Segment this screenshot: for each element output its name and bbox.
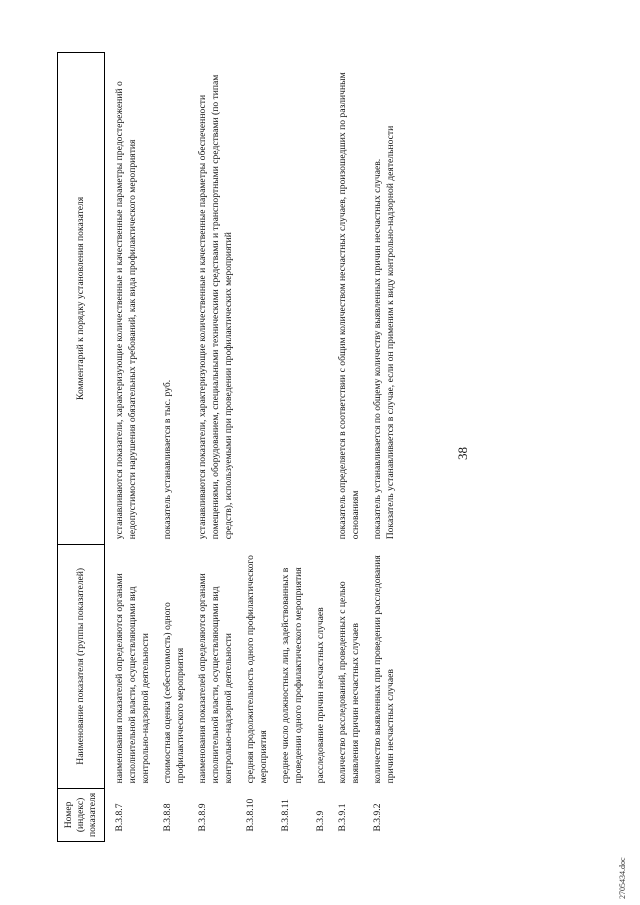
row-comment-note: Показатель устанавливается в случае, если он применим к виду контрольно-надзорной деятельности — [385, 125, 396, 540]
row-name: наименования показателей определяются органами исполнительной власти, осуществляющими вид контрольно-надзорной деятельности — [114, 573, 151, 784]
table-header-row — [58, 53, 105, 842]
row-name: расследование причин несчастных случаев — [315, 607, 326, 784]
row-number: В.3.9 — [315, 810, 326, 832]
header-number: Номер (индекс) показателя — [58, 788, 105, 841]
row-comment-line: показатель устанавливается по общему количеству выявленных причин несчастных случаев. — [372, 158, 383, 540]
row-number: В.3.8.9 — [197, 803, 208, 832]
row-name: средняя продолжительность одного профилактического мероприятия — [245, 555, 269, 784]
table-row — [161, 53, 196, 842]
row-comment: устанавливаются показатели, характеризующие количественные и качественные параметры обеспеченности помещениями, оборудованием, специальными техническими средствами и транспортными средствами (по типам средств), используемыми при проведении профилактических мероприятий — [197, 74, 234, 540]
row-number: В.3.8.8 — [162, 803, 173, 832]
row-number: В.3.8.11 — [280, 799, 291, 832]
row-comment — [371, 53, 406, 545]
row-number: В.3.8.10 — [245, 798, 256, 832]
row-number: В.3.8.7 — [114, 803, 125, 832]
header-comment: Комментарий к порядку установления показателя — [58, 53, 105, 545]
row-comment — [314, 53, 336, 545]
table-row — [196, 53, 244, 842]
row-comment — [244, 53, 279, 545]
header-name: Наименование показателя (группы показателей) — [58, 544, 105, 788]
table-row — [336, 53, 371, 842]
row-name: стоимостная оценка (себестоимость) одного профилактического мероприятия — [162, 602, 186, 784]
row-comment: показатель устанавливается в тыс. руб. — [162, 379, 173, 540]
footer-filename: 2705434.doc — [618, 857, 627, 899]
table-row — [244, 53, 279, 842]
row-comment — [279, 53, 314, 545]
page-number: 38 — [455, 447, 470, 460]
row-name: наименования показателей определяются органами исполнительной власти, осуществляющими вид контрольно-надзорной деятельности — [197, 573, 234, 784]
table-row — [314, 53, 336, 842]
table-row — [371, 53, 406, 842]
row-name: среднее число должностных лиц, задействованных в проведении одного профилактического мероприятия — [280, 567, 304, 784]
row-number: В.3.9.1 — [337, 803, 348, 832]
table-row — [279, 53, 314, 842]
row-name: количество выявленных при проведении расследования причин несчастных случаев — [372, 555, 396, 784]
row-comment: показатель определяется в соответствии с общим количеством несчастных случаев, произошедших по различным основаниям — [337, 72, 361, 540]
row-number: В.3.9.2 — [372, 803, 383, 832]
indicators-table — [57, 52, 406, 842]
row-name: количество расследований, проведенных с целью выявления причин несчастных случаев — [337, 581, 361, 784]
table-row — [105, 53, 162, 842]
row-comment: устанавливаются показатели, характеризующие количественные и качественные параметры предостережений о недопустимости нарушения обязательных требований, как вида профилактического мероприятия — [114, 81, 138, 540]
